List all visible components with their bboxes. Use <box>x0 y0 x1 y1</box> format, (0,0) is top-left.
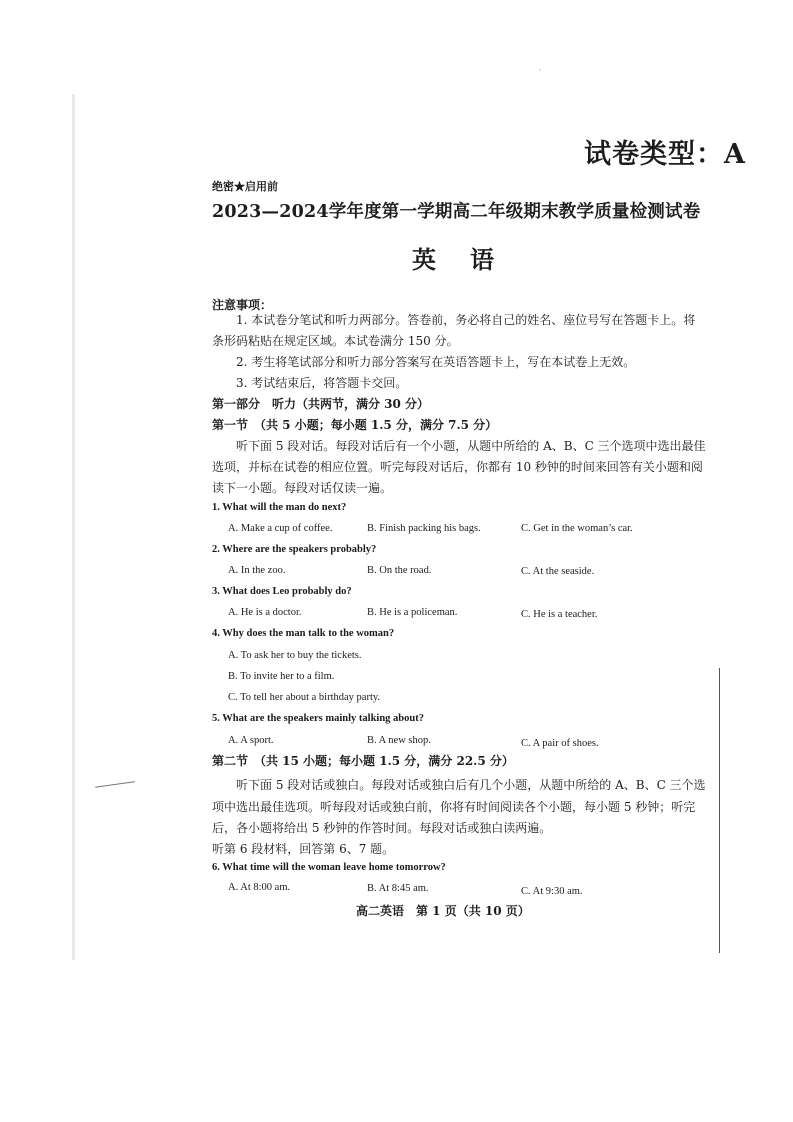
question-2-option-a: A. In the zoo. <box>228 565 286 576</box>
question-3: 3. What does Leo probably do? <box>212 586 352 597</box>
question-4-option-a: A. To ask her to buy the tickets. <box>228 650 362 661</box>
question-2-option-c: C. At the seaside. <box>521 566 595 577</box>
section-2-instructions-line-1: 听下面 5 段对话或独白。每段对话或独白后有几个小题，从题中所给的 A、B、C 三个选 <box>236 778 706 792</box>
exam-title: 2023—2024学年度第一学期高二年级期末教学质量检测试卷 <box>212 202 701 222</box>
notice-item-1-line-2: 条形码粘贴在规定区域。本试卷满分 150 分。 <box>212 334 459 348</box>
notice-item-3: 3. 考试结束后，将答题卡交回。 <box>236 376 408 390</box>
question-4: 4. Why does the man talk to the woman? <box>212 628 395 639</box>
question-3-option-b: B. He is a policeman. <box>367 607 458 618</box>
section-2-material-note: 听第 6 段材料，回答第 6、7 题。 <box>212 842 395 856</box>
notice-item-2: 2. 考生将笔试部分和听力部分答案写在英语答题卡上，写在本试卷上无效。 <box>236 355 636 369</box>
section-2-instructions-line-2: 项中选出最佳选项。听每段对话或独白前，你将有时间阅读各个小题，每小题 5 秒钟；听完 <box>212 800 696 814</box>
paper-type-label: 试卷类型：A <box>584 139 746 170</box>
question-5-option-a: A. A sport. <box>228 735 274 746</box>
section-2-heading: 第二节 （共 15 小题；每小题 1.5 分，满分 22.5 分） <box>212 754 514 768</box>
section-1-instructions-line-2: 选项，并标在试卷的相应位置。听完每段对话后，你都有 10 秒钟的时间来回答有关小题和阅 <box>212 460 703 474</box>
section-2-instructions-line-3: 后，各小题将给出 5 秒钟的作答时间。每段对话或独白读两遍。 <box>212 821 552 835</box>
question-4-option-c: C. To tell her about a birthday party. <box>228 692 381 703</box>
secret-mark: 绝密★启用前 <box>212 180 278 193</box>
scan-speck: · <box>539 66 542 75</box>
question-4-option-b: B. To invite her to a film. <box>228 671 335 682</box>
section-1-heading: 第一节 （共 5 小题；每小题 1.5 分，满分 7.5 分） <box>212 418 498 432</box>
question-1-option-a: A. Make a cup of coffee. <box>228 523 333 534</box>
question-1-option-c: C. Get in the woman’s car. <box>521 523 633 534</box>
question-5: 5. What are the speakers mainly talking about? <box>212 713 424 724</box>
page-footer: 高二英语 第 1 页（共 10 页） <box>356 904 530 918</box>
notice-heading: 注意事项： <box>212 298 273 312</box>
question-1-option-b: B. Finish packing his bags. <box>367 523 481 534</box>
question-6: 6. What time will the woman leave home tomorrow? <box>212 862 446 873</box>
question-2: 2. Where are the speakers probably? <box>212 544 377 555</box>
notice-item-1-line-1: 1. 本试卷分笔试和听力两部分。答卷前，务必将自己的姓名、座位号写在答题卡上。将 <box>236 313 696 327</box>
question-3-option-c: C. He is a teacher. <box>521 609 598 620</box>
question-6-option-c: C. At 9:30 am. <box>521 886 583 897</box>
section-1-instructions-line-3: 读下一小题。每段对话仅读一遍。 <box>212 481 393 495</box>
question-1: 1. What will the man do next? <box>212 502 347 513</box>
subject-title: 英语 <box>412 245 528 274</box>
part-1-heading: 第一部分 听力（共两节，满分 30 分） <box>212 397 430 411</box>
question-6-option-b: B. At 8:45 am. <box>367 883 429 894</box>
question-5-option-b: B. A new shop. <box>367 735 431 746</box>
question-2-option-b: B. On the road. <box>367 565 432 576</box>
question-3-option-a: A. He is a doctor. <box>228 607 302 618</box>
section-1-instructions-line-1: 听下面 5 段对话。每段对话后有一个小题，从题中所给的 A、B、C 三个选项中选出最佳 <box>236 439 706 453</box>
question-5-option-c: C. A pair of shoes. <box>521 738 599 749</box>
question-6-option-a: A. At 8:00 am. <box>228 882 291 893</box>
scan-edge-line <box>719 668 720 953</box>
